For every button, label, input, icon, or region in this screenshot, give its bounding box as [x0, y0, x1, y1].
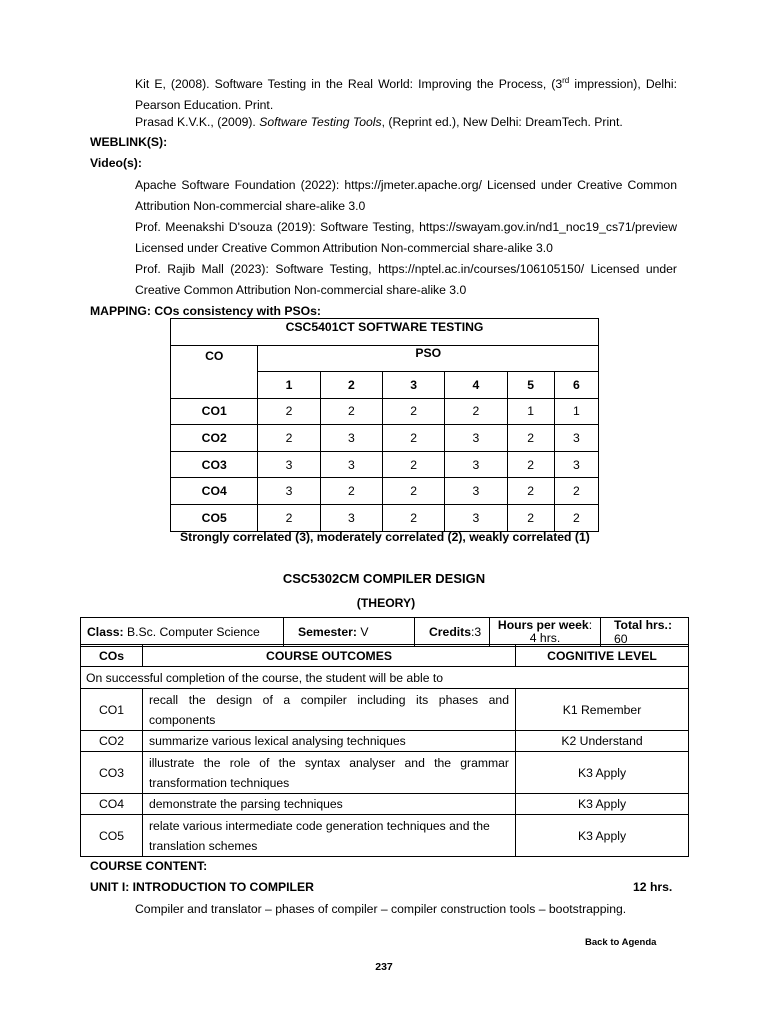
unit-text: Compiler and translator – phases of compiler – compiler construction tools – bootstrapping.	[135, 902, 627, 916]
pso-number: 5	[507, 372, 554, 399]
outcome-text	[143, 815, 516, 857]
pso-value: 1	[507, 398, 554, 425]
table-row	[81, 689, 689, 731]
reference-kit-text-end: impression), Delhi: Pearson Education. Print.	[135, 77, 677, 113]
reference-kit	[135, 70, 677, 116]
pso-value: 2	[507, 425, 554, 452]
class-cell	[81, 618, 284, 647]
credits-label: Credits	[429, 625, 471, 639]
outcome-line: transformation techniques	[149, 775, 290, 790]
pso-value: 2	[445, 398, 507, 425]
course-content-heading: COURSE CONTENT:	[90, 859, 208, 873]
page-number: 237	[375, 961, 393, 973]
pso-value: 3	[320, 425, 382, 452]
co-header: CO	[171, 346, 258, 399]
co-code: CO5	[81, 815, 143, 857]
outcome-line: relate various intermediate code generation techniques and the	[149, 818, 490, 833]
pso-value: 1	[554, 398, 598, 425]
course-outcomes-table	[80, 644, 689, 857]
table-row	[81, 794, 689, 815]
pso-value: 3	[258, 451, 320, 478]
pso-number: 2	[320, 372, 382, 399]
pso-value: 2	[507, 478, 554, 505]
outcome-text	[143, 752, 516, 794]
co-label: CO3	[171, 451, 258, 478]
outcome-text: summarize various lexical analysing techniques	[143, 731, 516, 752]
pso-value: 2	[507, 504, 554, 531]
total-cell	[601, 618, 689, 647]
table-row	[171, 398, 599, 425]
reference-prasad	[135, 112, 677, 133]
cognitive-level: K3 Apply	[516, 752, 689, 794]
hours-cell	[490, 618, 601, 647]
table-row	[81, 752, 689, 794]
outcome-line: illustrate the role of the syntax analyser and the grammar	[149, 755, 509, 770]
pso-number: 3	[382, 372, 444, 399]
table-row	[171, 478, 599, 505]
pso-value: 2	[382, 504, 444, 531]
pso-value: 3	[554, 451, 598, 478]
mapping-legend: Strongly correlated (3), moderately correlated (2), weakly correlated (1)	[180, 530, 590, 544]
course-subtitle: (THEORY)	[356, 596, 416, 610]
pso-header: PSO	[258, 346, 599, 372]
table-row	[171, 425, 599, 452]
pso-value: 2	[258, 425, 320, 452]
pso-value: 3	[258, 478, 320, 505]
pso-value: 3	[320, 504, 382, 531]
total-value: 60	[614, 632, 628, 646]
hours-label: Hours per week	[497, 618, 589, 632]
hours-value: 4 hrs.	[529, 631, 561, 645]
pso-value: 3	[445, 425, 507, 452]
co-label: CO5	[171, 504, 258, 531]
reference-prasad-author: Prasad K.V.K., (2009).	[135, 115, 260, 129]
co-label: CO1	[171, 398, 258, 425]
level-header: COGNITIVE LEVEL	[516, 645, 689, 667]
unit-title: UNIT I: INTRODUCTION TO COMPILER	[90, 880, 314, 894]
class-value: B.Sc. Computer Science	[123, 625, 260, 639]
outcome-text	[143, 689, 516, 731]
course-info-table	[80, 617, 689, 647]
back-to-agenda-link[interactable]: Back to Agenda	[585, 937, 657, 948]
pso-value: 3	[554, 425, 598, 452]
outcomes-intro: On successful completion of the course, the student will be able to	[81, 667, 689, 689]
reference-kit-sup: rd	[562, 76, 570, 85]
weblinks-heading: WEBLINK(S):	[90, 135, 168, 149]
pso-value: 2	[382, 478, 444, 505]
pso-value: 3	[445, 478, 507, 505]
credits-cell	[415, 618, 490, 647]
co-label: CO2	[171, 425, 258, 452]
pso-value: 2	[554, 478, 598, 505]
mapping-table	[170, 318, 599, 532]
reference-kit-text: Kit E, (2008). Software Testing in the Real World: Improving the Process, (3	[135, 77, 563, 92]
pso-value: 2	[382, 398, 444, 425]
pso-number: 1	[258, 372, 320, 399]
table-row	[81, 815, 689, 857]
outcome-line: components	[149, 712, 216, 727]
cognitive-level: K3 Apply	[516, 815, 689, 857]
course-title: CSC5302CM COMPILER DESIGN	[282, 571, 486, 586]
videos-heading: Video(s):	[90, 156, 142, 170]
outcome-line: translation schemes	[149, 838, 258, 853]
pso-value: 2	[507, 451, 554, 478]
mapping-heading: MAPPING: COs consistency with PSOs:	[90, 304, 321, 318]
unit-hours: 12 hrs.	[633, 880, 673, 894]
co-code: CO1	[81, 689, 143, 731]
co-label: CO4	[171, 478, 258, 505]
table-row	[171, 504, 599, 531]
pso-value: 3	[445, 451, 507, 478]
reference-prasad-rest: , (Reprint ed.), New Delhi: DreamTech. Print.	[381, 115, 623, 129]
table-row	[171, 451, 599, 478]
pso-number: 6	[554, 372, 598, 399]
outcomes-header: COURSE OUTCOMES	[143, 645, 516, 667]
video-item: Prof. Meenakshi D'souza (2019): Software Testing, https://swayam.gov.in/nd1_noc19_cs71/preview Licensed under Creative Common Attribution Non-commercial share-alike 3.0	[135, 220, 677, 255]
pso-value: 2	[258, 398, 320, 425]
co-code: CO2	[81, 731, 143, 752]
pso-value: 2	[382, 425, 444, 452]
semester-cell	[284, 618, 415, 647]
credits-value: :3	[471, 625, 482, 639]
semester-value: V	[356, 625, 369, 639]
pso-value: 2	[320, 478, 382, 505]
pso-value: 2	[320, 398, 382, 425]
cos-header: COs	[81, 645, 143, 667]
co-code: CO3	[81, 752, 143, 794]
cognitive-level: K3 Apply	[516, 794, 689, 815]
video-item: Prof. Rajib Mall (2023): Software Testing, https://nptel.ac.in/courses/106105150/ Licensed under Creative Common Attribution Non-commercial share-alike 3.0	[135, 262, 677, 297]
pso-value: 3	[320, 451, 382, 478]
semester-label: Semester:	[298, 625, 357, 639]
reference-prasad-title: Software Testing Tools	[259, 115, 382, 129]
pso-value: 2	[382, 451, 444, 478]
hours-colon: :	[588, 618, 593, 632]
pso-value: 2	[258, 504, 320, 531]
pso-number: 4	[445, 372, 507, 399]
pso-value: 3	[445, 504, 507, 531]
co-code: CO4	[81, 794, 143, 815]
cognitive-level: K2 Understand	[516, 731, 689, 752]
video-item: Apache Software Foundation (2022): https://jmeter.apache.org/ Licensed under Creative Common Attribution Non-commercial share-alike 3.0	[135, 178, 677, 213]
cognitive-level: K1 Remember	[516, 689, 689, 731]
outcome-text: demonstrate the parsing techniques	[143, 794, 516, 815]
total-label: Total hrs.:	[614, 618, 673, 632]
pso-value: 2	[554, 504, 598, 531]
mapping-table-title: CSC5401CT SOFTWARE TESTING	[171, 319, 599, 346]
class-label: Class:	[87, 625, 124, 639]
table-row	[81, 731, 689, 752]
outcome-line: recall the design of a compiler including its phases and	[149, 692, 509, 707]
